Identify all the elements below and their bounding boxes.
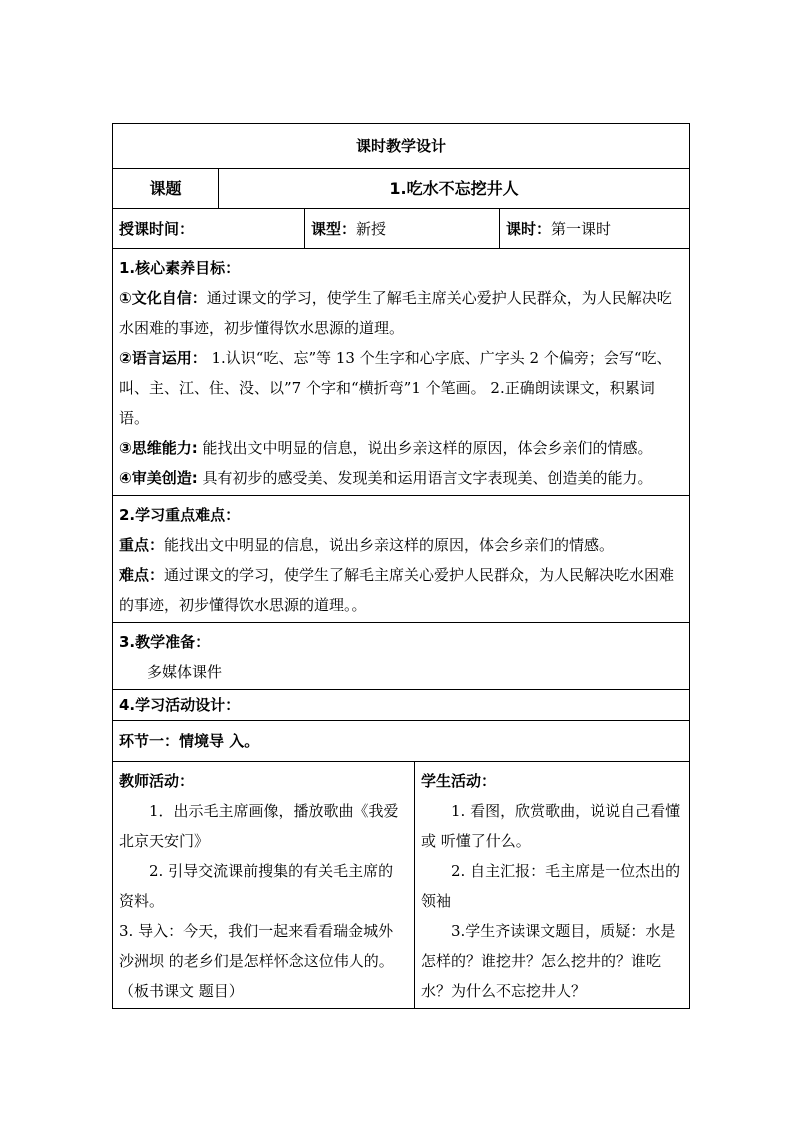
time-label: 授课时间： [119,219,195,238]
time-cell [113,209,305,249]
topic-value: 1.吃水不忘挖井人 [219,169,690,209]
student-item: 1. 看图，欣赏歌曲，说说自己看懂或 听懂了什么。 [421,802,681,850]
goal-item: ①文化自信：通过课文的学习，使学生了解毛主席关心爱护人民群众，为人民解决吃水困难的事迹，初步懂得饮水思源的道理。 [119,289,672,337]
student-label: 学生活动： [421,772,497,790]
teacher-item: 3. 导入：今天，我们一起来看看瑞金城外沙洲坝 的老乡们是怎样怀念这位伟人的。（板书课文 题目） [119,922,394,1000]
key-points-section [113,496,690,623]
focus-line: 重点：能找出文中明显的信息，说出乡亲这样的原因，体会乡亲们的情感。 [119,536,615,554]
goals-section [113,249,690,496]
student-item: 3.学生齐读课文题目，质疑：水是怎样的？谁挖井？怎么挖井的？谁吃水？为什么不忘挖井人？ [421,922,676,1000]
preparation-heading: 3.教学准备： [119,633,211,651]
difficulty-line: 难点：通过课文的学习，使学生了解毛主席关心爱护人民群众，为人民解决吃水困难的事迹，初步懂得饮水思源的道理。。 [119,566,675,614]
preparation-section [113,623,690,690]
teacher-activities [113,762,415,1009]
activity-heading: 4.学习活动设计： [113,690,690,721]
goal-item: ②语言运用： 1.认识“吃、忘”等 13 个生字和心字底、广字头 2 个偏旁；会写“吃、叫、主、江、住、没、以”7 个字和“横折弯”1 个笔画。 2.正确朗读课文，积累词语。 [119,349,672,427]
type-label: 课型： [311,219,357,238]
lesson-plan-table [112,123,690,1009]
teacher-label: 教师活动： [119,772,195,790]
period-value: 第一课时 [551,219,612,238]
page-title: 课时教学设计 [113,124,690,169]
topic-label: 课题 [113,169,219,209]
activity-step: 环节一：情境导 入。 [113,721,690,762]
type-cell [305,209,500,249]
key-points-heading: 2.学习重点难点： [119,506,241,524]
period-label: 课时： [506,219,552,238]
teacher-item: 2. 引导交流课前搜集的有关毛主席的资料。 [119,862,394,910]
type-value: 新授 [356,219,387,238]
preparation-text: 多媒体课件 [147,663,223,681]
goal-item: ④审美创造: 具有初步的感受美、发现美和运用语言文字表现美、创造美的能力。 [119,469,653,487]
teacher-item: 1．出示毛主席画像，播放歌曲《我爱北京天安门》 [119,802,399,850]
student-item: 2. 自主汇报：毛主席是一位杰出的领袖 [421,862,681,910]
student-activities [415,762,690,1009]
period-cell [500,209,690,249]
goal-item: ③思维能力: 能找出文中明显的信息，说出乡亲这样的原因，体会乡亲们的情感。 [119,439,653,457]
goals-heading: 1.核心素养目标： [119,259,241,277]
